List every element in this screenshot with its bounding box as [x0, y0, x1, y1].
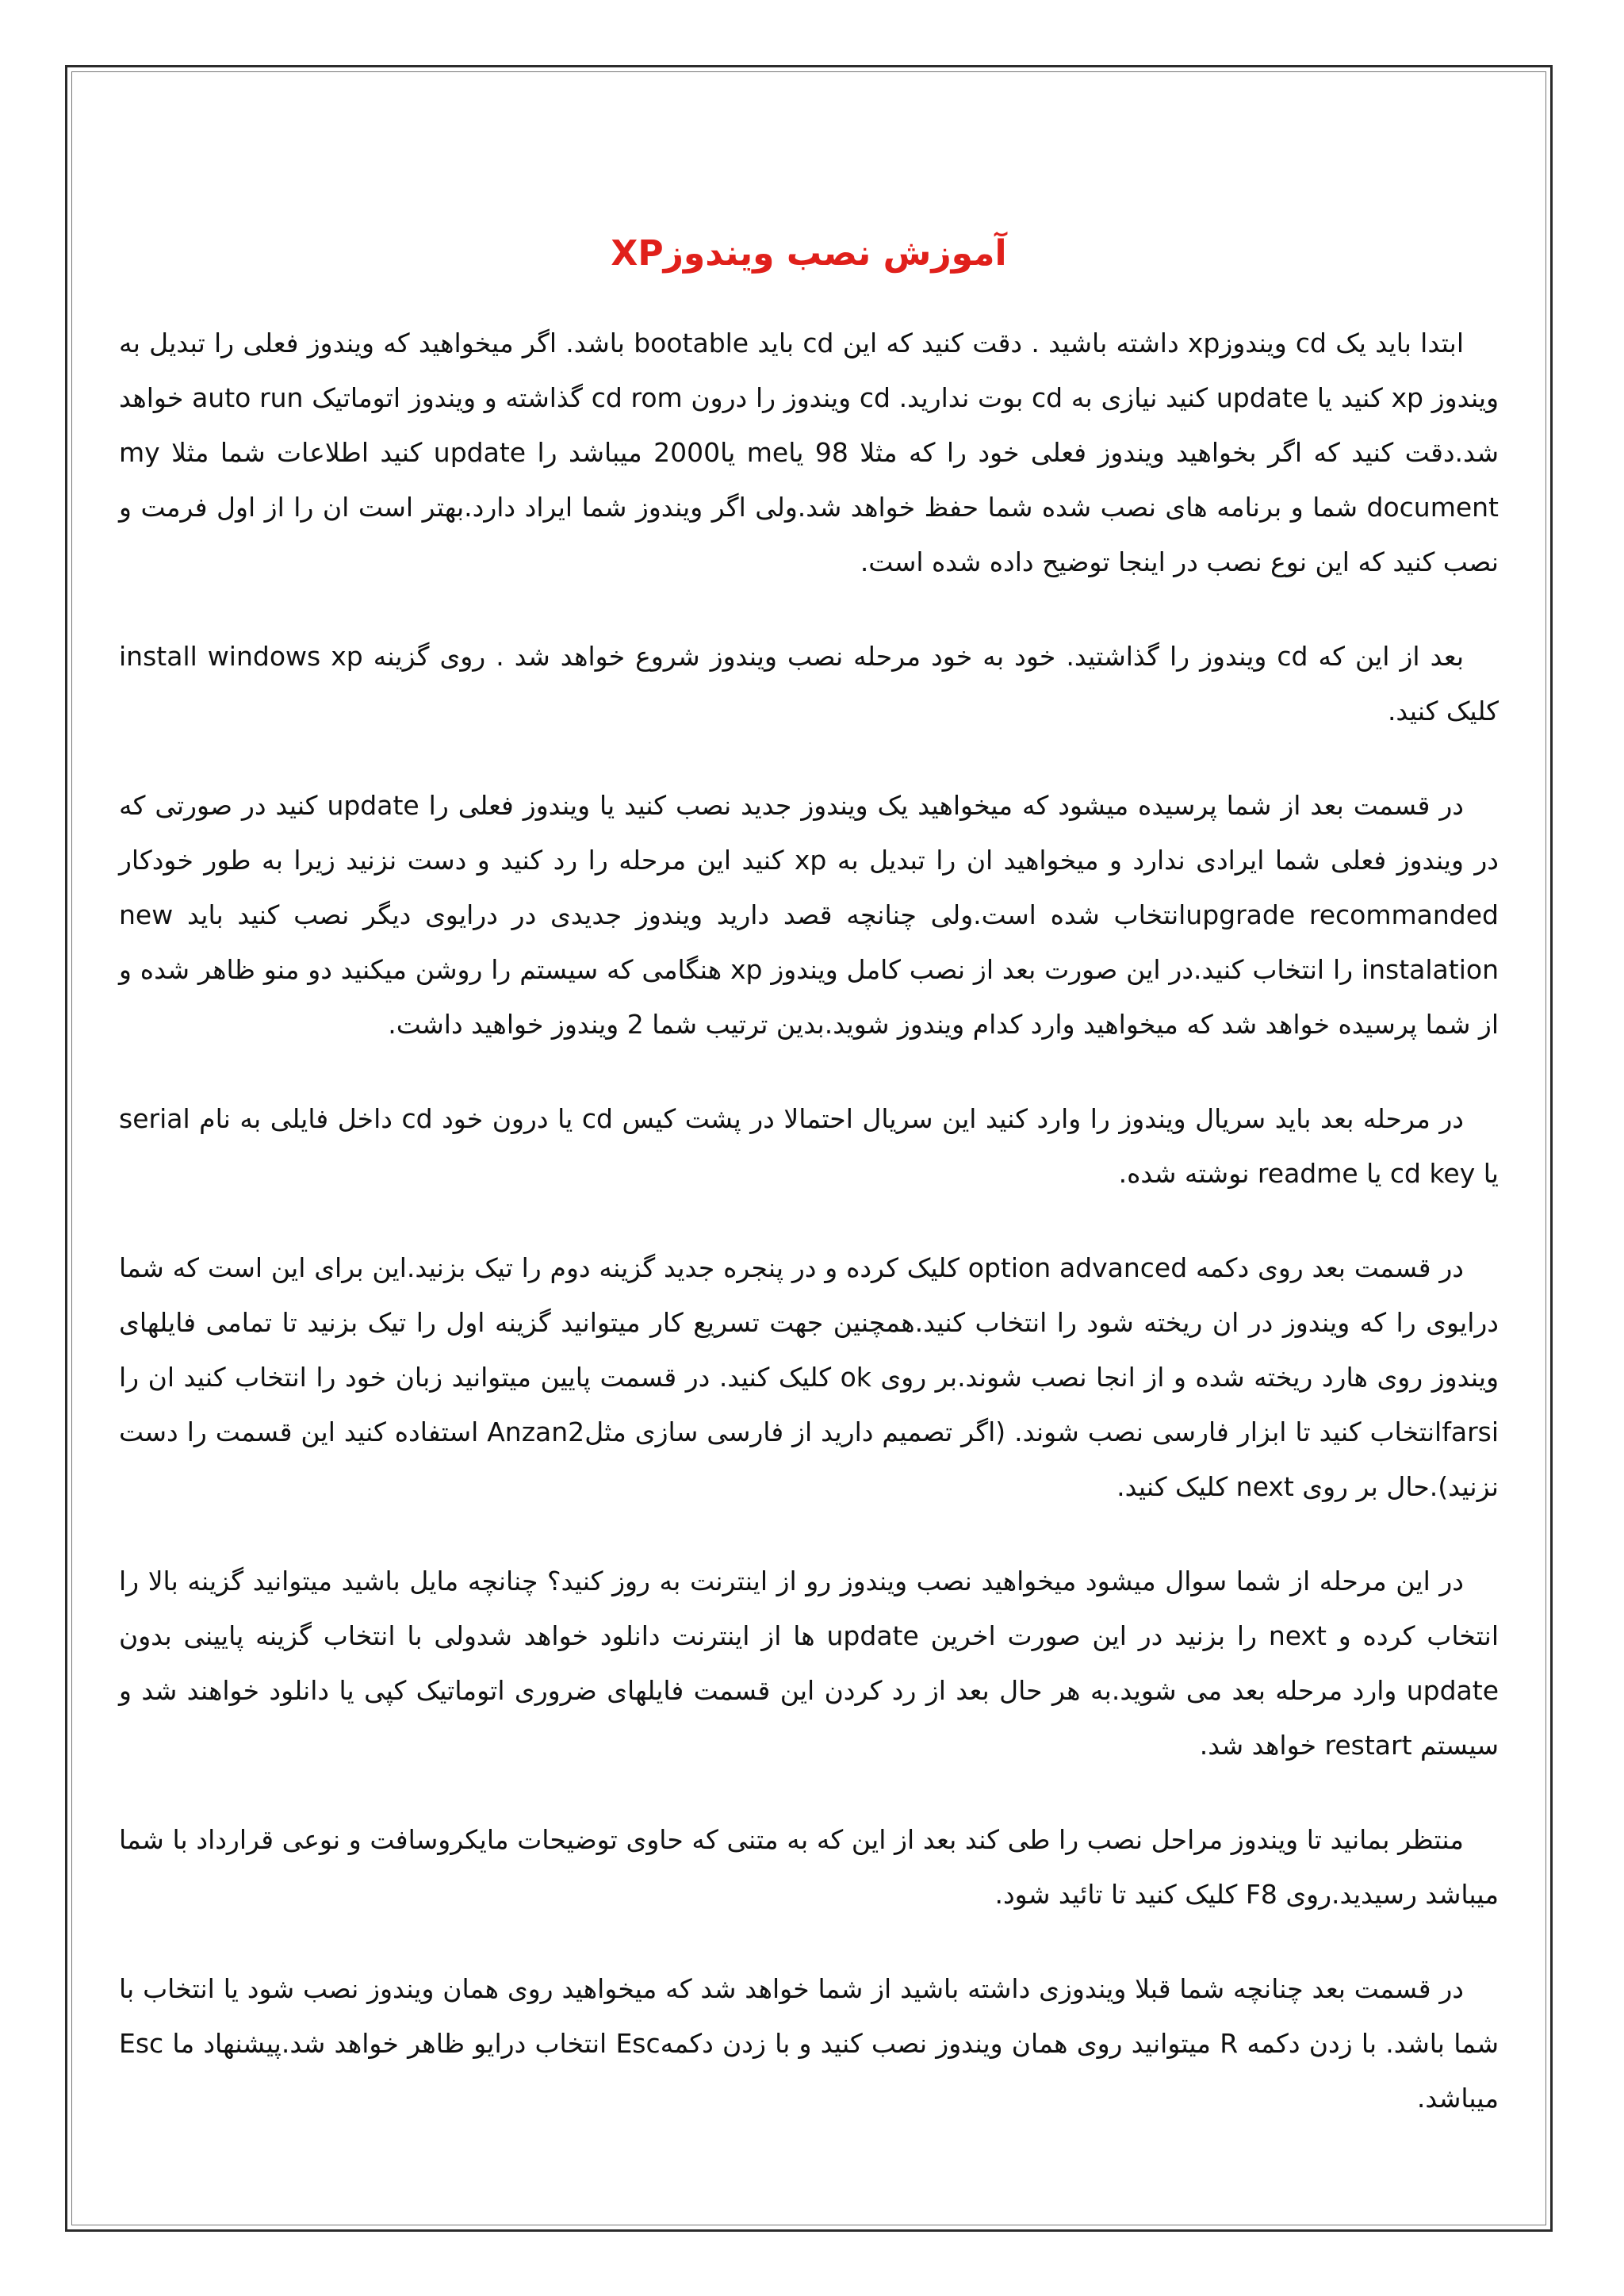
paragraph-start-install: بعد از این که cd ویندوز را گذاشتید. خود به خود مرحله نصب ویندوز شروع خواهد شد . روی گزینه install windows xp کلیک کنید.: [119, 641, 1499, 726]
paragraph-install-type: در قسمت بعد از شما پرسیده میشود که میخواهید یک ویندوز جدید نصب کنید یا ویندوز فعلی را update کنید در صورتی که در ویندوز فعلی شما ایرادی ندارد و میخواهید ان را تبدیل به xp کنید این مرحله را رد کنید و دست نزنید زیرا به طور خودکار upgrade recommandedانتخاب شده است.ولی چنانچه قصد دارید ویندوز جدیدی در درایوی دیگر نصب کنید باید new instalation را انتخاب کنید.در این صورت بعد از نصب کامل ویندوز xp هنگامی که سیستم را روشن میکنید دو منو ظاهر شده و از شما پرسیده خواهد شد که میخواهید وارد کدام ویندوز شوید.بدین ترتیب شما 2 ویندوز خواهید داشت.: [119, 790, 1499, 1040]
document-body: [119, 230, 1499, 2165]
paragraph-dynamic-update: در این مرحله از شما سوال میشود میخواهید نصب ویندوز رو از اینترنت به روز کنید؟ چنانچه مایل باشید میتوانید گزینه بالا را انتخاب کرده و next را بزنید در این صورت اخرین update ها از اینترنت دانلود خواهد شدولی با انتخاب گزینه پایینی بدون update وارد مرحله بعد می شوید.به هر حال بعد از رد کردن این قسمت فایلهای ضروری اتوماتیک کپی یا دانلود خواهند شد و سیستم restart خواهد شد.: [119, 1566, 1499, 1761]
paragraph-repair-or-new: در قسمت بعد چنانچه شما قبلا ویندوزی داشته باشید از شما خواهد شد که میخواهید روی همان ویندوز نصب شود یا انتخاب با شما باشد. با زدن دکمه R میتوانید روی همان ویندوز نصب کنید و با زدن دکمهEsc انتخاب درایو ظاهر خواهد شد.پیشنهاد ما Esc میباشد.: [119, 1973, 1499, 2114]
paragraph-serial: در مرحله بعد باید سریال ویندوز را وارد کنید این سریال احتمالا در پشت کیس cd یا درون خود cd داخل فایلی به نام serial یا cd key یا readme نوشته شده.: [119, 1103, 1499, 1189]
paragraph-advanced-options: در قسمت بعد روی دکمه option advanced کلیک کرده و در پنجره جدید گزینه دوم را تیک بزنید.این برای این است که شما درایوی را که ویندوز در ان ریخته شود را انتخاب کنید.همچنین جهت تسریع کار میتوانید گزینه اول را تیک بزنید تا تمامی فایلهای ویندوز روی هارد ریخته شده و از انجا نصب شوند.بر روی ok کلیک کنید. در قسمت پایین میتوانید زبان خود را انتخاب کنید ان را farsiانتخاب کنید تا ابزار فارسی نصب شوند. (اگر تصمیم دارید از فارسی سازی مثلAnzan2 استفاده کنید این قسمت را دست نزنید).حال بر روی next کلیک کنید.: [119, 1252, 1500, 1502]
title-text: آموزش نصب ویندوزXP: [611, 233, 1007, 274]
paragraph-license: منتظر بمانید تا ویندوز مراحل نصب را طی کند بعد از این که به متنی که حاوی توضیحات مایکروسافت و نوعی قرارداد با شما میباشد رسیدید.روی F8 کلیک کنید تا تائید شود.: [119, 1824, 1499, 1910]
page-title: [119, 230, 1499, 278]
paragraph-intro: ابتدا باید یک cd ویندوزxp داشته باشید . دقت کنید که این cd باید bootable باشد. اگر میخواهید که ویندوز فعلی را تبدیل به ویندوز xp کنید یا update کنید نیازی به cd بوت ندارید. cd ویندوز را درون cd rom گذاشته و ویندوز اتوماتیک auto run خواهد شد.دقت کنید که اگر بخواهید ویندوز فعلی خود را که مثلا 98 یاme یا2000 میباشد را update کنید اطلاعات شما مثلا my document شما و برنامه های نصب شده شما حفظ خواهد شد.ولی اگر ویندوز شما ایراد دارد.بهتر است ان را از اول فرمت و نصب کنید که این نوع نصب در اینجا توضیح داده شده است.: [119, 328, 1500, 577]
